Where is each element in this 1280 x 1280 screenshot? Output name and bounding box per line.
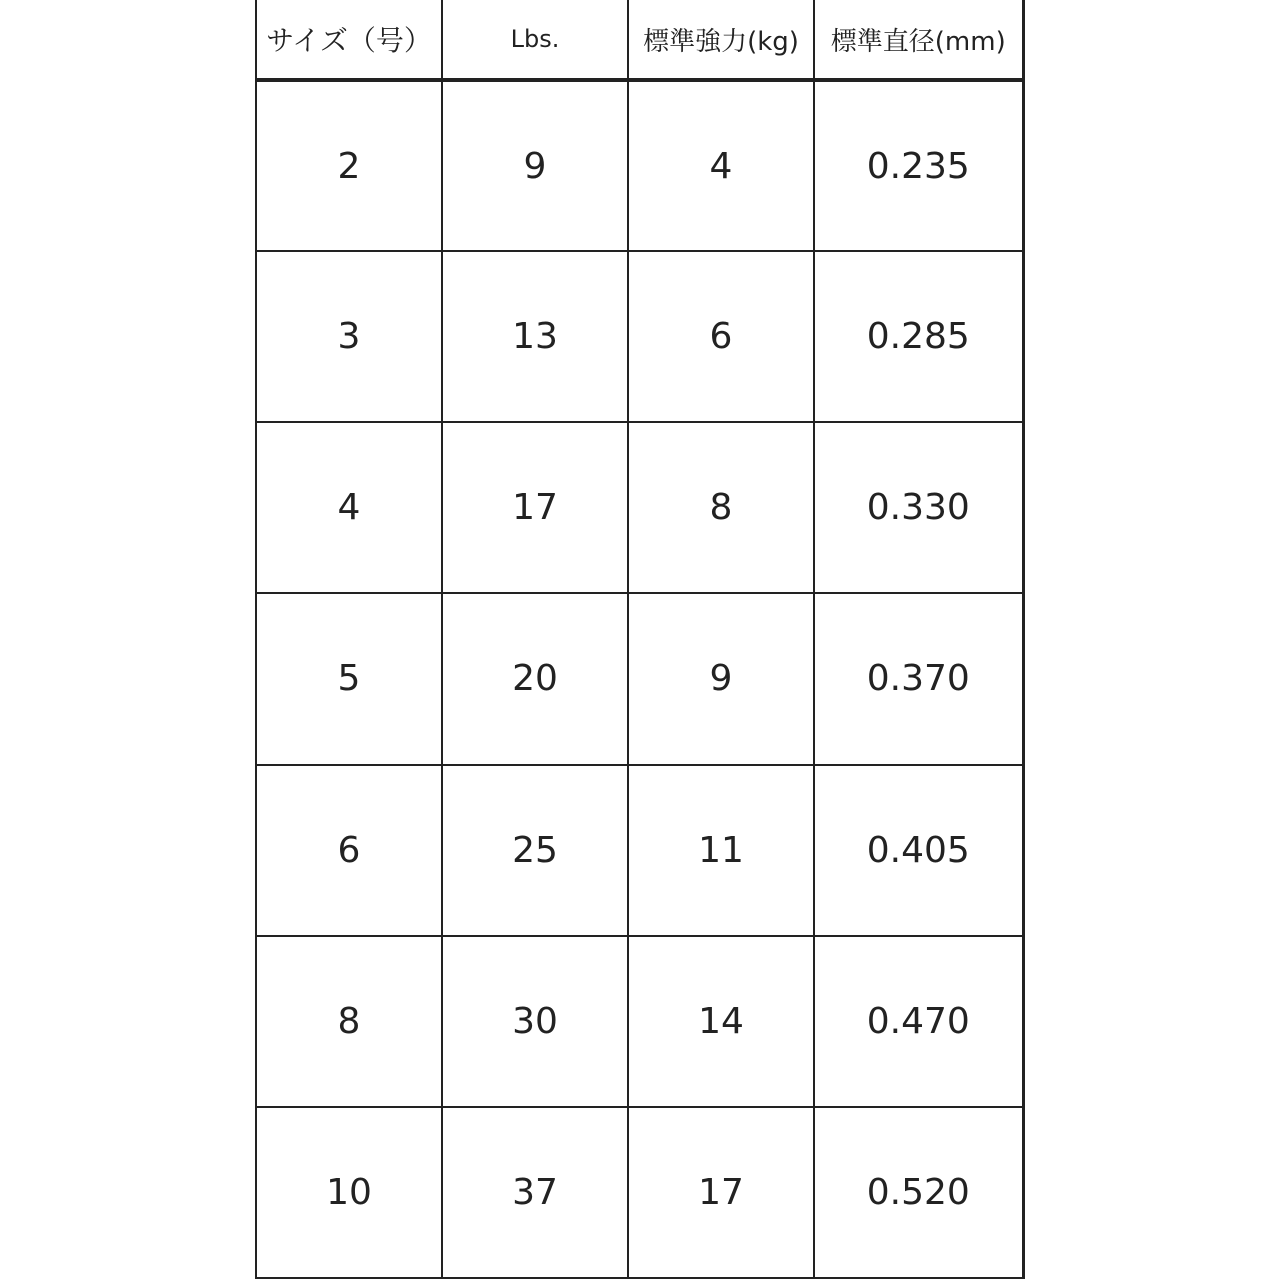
table-body — [256, 80, 1023, 1278]
cell-lbs: 30 — [442, 936, 628, 1107]
cell-diameter: 0.520 — [814, 1107, 1023, 1278]
cell-diameter: 0.330 — [814, 422, 1023, 593]
table-header — [256, 0, 1023, 80]
cell-strength: 6 — [628, 251, 814, 422]
header-row — [256, 0, 1023, 80]
table-row — [256, 80, 1023, 251]
cell-size: 6 — [256, 765, 442, 936]
cell-strength: 11 — [628, 765, 814, 936]
cell-lbs: 9 — [442, 80, 628, 251]
cell-strength: 4 — [628, 80, 814, 251]
header-size: サイズ（号） — [256, 0, 442, 80]
table-row — [256, 593, 1023, 764]
header-strength: 標準強力(kg) — [628, 0, 814, 80]
cell-size: 8 — [256, 936, 442, 1107]
cell-strength: 9 — [628, 593, 814, 764]
cell-strength: 17 — [628, 1107, 814, 1278]
header-diameter: 標準直径(mm) — [814, 0, 1023, 80]
cell-lbs: 20 — [442, 593, 628, 764]
header-lbs: Lbs. — [442, 0, 628, 80]
cell-size: 2 — [256, 80, 442, 251]
cell-size: 10 — [256, 1107, 442, 1278]
table-row — [256, 1107, 1023, 1278]
cell-size: 3 — [256, 251, 442, 422]
cell-lbs: 37 — [442, 1107, 628, 1278]
table-row — [256, 422, 1023, 593]
cell-diameter: 0.370 — [814, 593, 1023, 764]
cell-diameter: 0.470 — [814, 936, 1023, 1107]
line-spec-table — [255, 0, 1025, 1279]
cell-lbs: 17 — [442, 422, 628, 593]
cell-strength: 8 — [628, 422, 814, 593]
cell-strength: 14 — [628, 936, 814, 1107]
table-row — [256, 936, 1023, 1107]
cell-size: 5 — [256, 593, 442, 764]
table-row — [256, 251, 1023, 422]
cell-diameter: 0.235 — [866, 145, 970, 187]
cell-diameter: 0.405 — [814, 765, 1023, 936]
table-row — [256, 765, 1023, 936]
cell-lbs: 13 — [442, 251, 628, 422]
cell-size: 4 — [256, 422, 442, 593]
cell-lbs: 25 — [442, 765, 628, 936]
cell-diameter: 0.285 — [814, 251, 1023, 422]
